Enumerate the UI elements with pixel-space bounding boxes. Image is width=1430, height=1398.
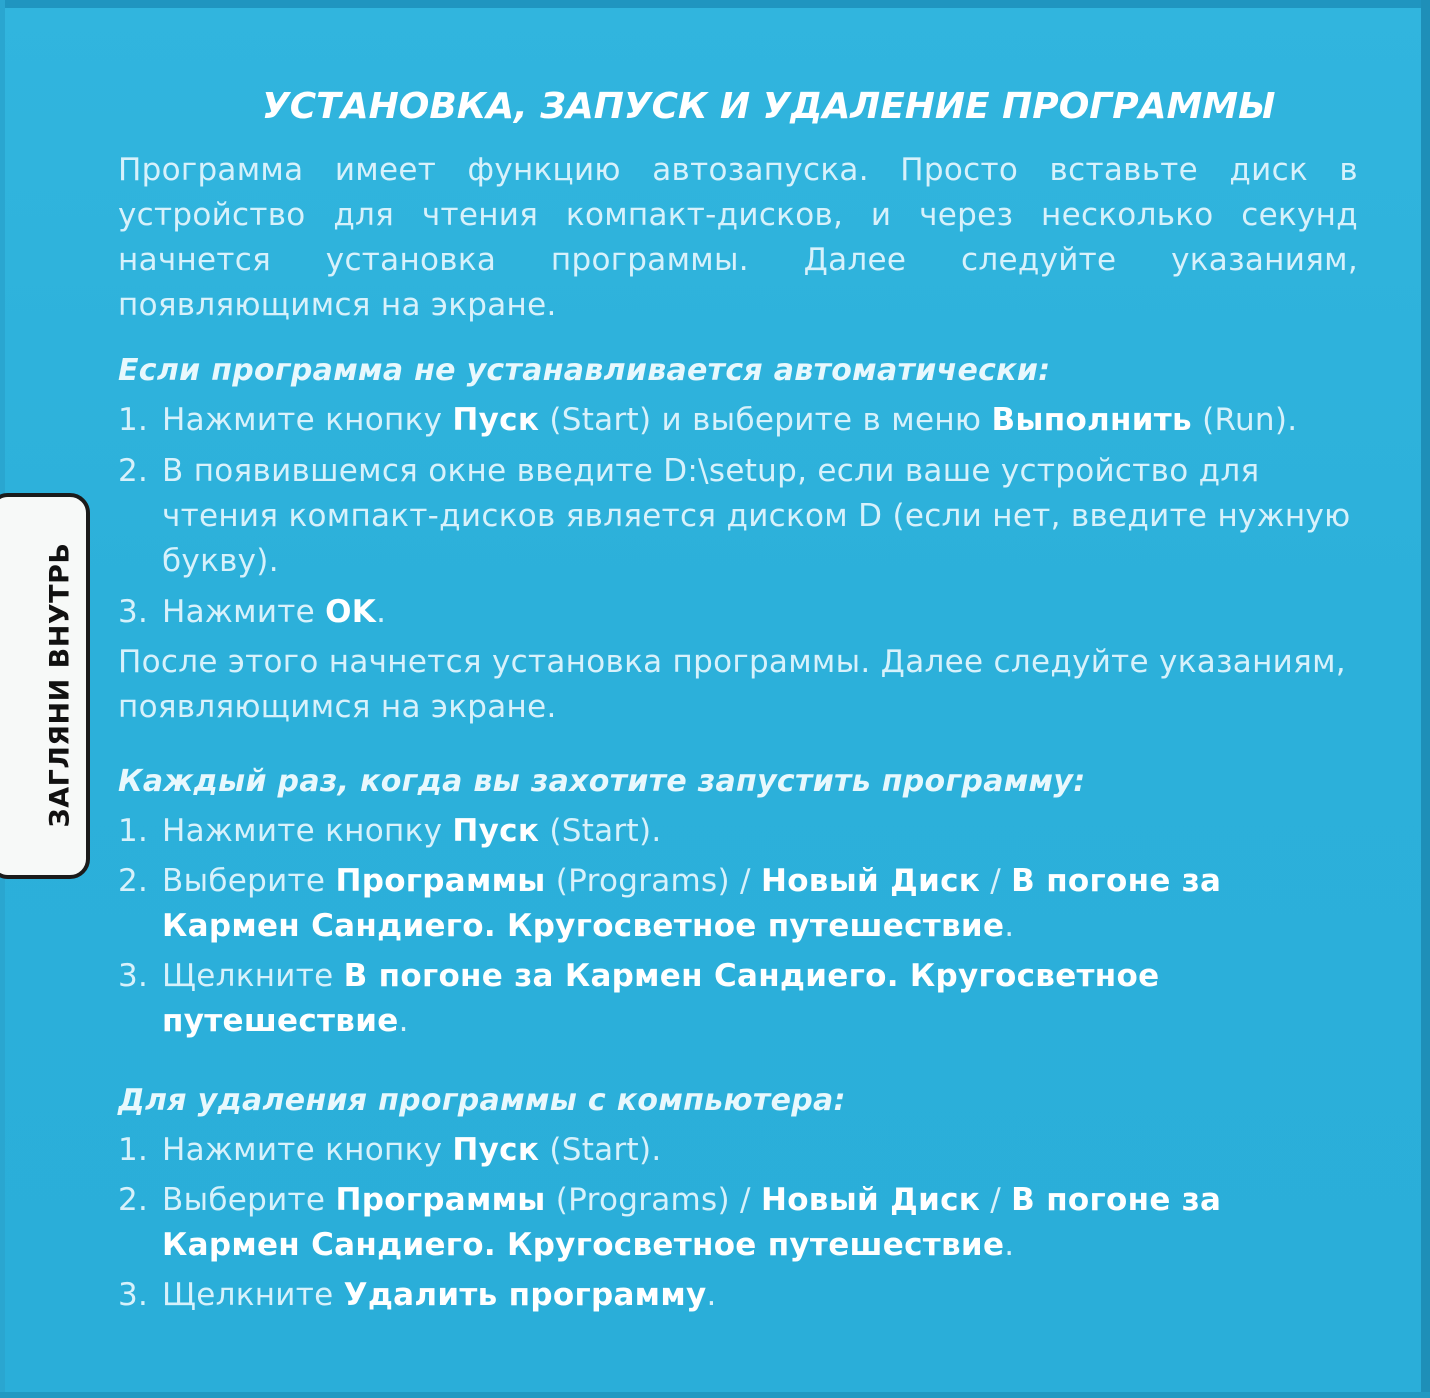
manual-step-1 bbox=[118, 398, 1358, 443]
step-number: 3. bbox=[118, 594, 149, 630]
start-button-name: Пуск bbox=[452, 813, 540, 849]
scan-edge-top bbox=[0, 0, 1430, 8]
scan-edge-bottom bbox=[0, 1392, 1430, 1398]
launch-step-1 bbox=[118, 809, 1358, 854]
intro-paragraph: Программа имеет функцию автозапуска. Просто вставьте диск в устройство для чтения компакт-дисков, и через несколько секунд начнется установка программы. Далее следуйте указаниям, появляющимся на экране. bbox=[118, 152, 1358, 323]
ok-button-name: OK bbox=[325, 594, 377, 630]
launch-step-2 bbox=[118, 859, 1358, 949]
programs-menu-name: Программы bbox=[335, 1182, 546, 1218]
manual-install-heading: Если программа не устанавливается автоматически: bbox=[118, 353, 1051, 388]
step-text: Щелкните bbox=[162, 1277, 344, 1313]
step-text: Нажмите bbox=[162, 594, 326, 630]
uninstall-step-1 bbox=[118, 1128, 1358, 1173]
step-text: . bbox=[398, 1003, 409, 1039]
manual-step-2 bbox=[118, 449, 1358, 584]
uninstall-steps bbox=[118, 1128, 1358, 1318]
program-name: В погоне за Кармен Сандиего. Кругосветное путешествие bbox=[162, 958, 1160, 1039]
start-button-name: Пуск bbox=[452, 1132, 540, 1168]
step-text: (Start). bbox=[539, 813, 662, 849]
step-text: (Run). bbox=[1191, 402, 1298, 438]
folder-name: Новый Диск bbox=[760, 1182, 981, 1218]
step-text: . bbox=[376, 594, 387, 630]
scan-edge-right bbox=[1421, 0, 1430, 1398]
step-text: Выберите bbox=[162, 863, 336, 899]
step-text: . bbox=[1004, 1227, 1015, 1263]
step-text: (Programs) / bbox=[545, 1182, 761, 1218]
uninstall-step-2 bbox=[118, 1178, 1358, 1268]
step-text: . bbox=[1004, 908, 1015, 944]
programs-menu-name: Программы bbox=[335, 863, 546, 899]
run-menu-name: Выполнить bbox=[991, 402, 1192, 438]
step-text: (Start). bbox=[539, 1132, 662, 1168]
step-text: Нажмите кнопку bbox=[162, 813, 453, 849]
launch-heading: Каждый раз, когда вы захотите запустить программу: bbox=[118, 764, 1086, 799]
step-text: (Start) и выберите в меню bbox=[539, 402, 992, 438]
step-text: / bbox=[980, 1182, 1012, 1218]
step-number: 2. bbox=[118, 1182, 149, 1218]
uninstall-item-name: Удалить программу bbox=[343, 1277, 707, 1313]
step-number: 2. bbox=[118, 453, 149, 489]
start-button-name: Пуск bbox=[452, 402, 540, 438]
launch-step-3 bbox=[118, 954, 1358, 1044]
step-text: / bbox=[980, 863, 1012, 899]
step-number: 3. bbox=[118, 1277, 149, 1313]
instructions-body bbox=[118, 148, 1358, 1318]
after-install-paragraph: После этого начнется установка программы. Далее следуйте указаниям, появляющимся на экране. bbox=[118, 644, 1346, 725]
step-text: Выберите bbox=[162, 1182, 336, 1218]
manual-step-3 bbox=[118, 590, 1358, 635]
step-text: В появившемся окне введите D:\setup, если ваше устройство для чтения компакт-дисков является диском D (если нет, введите нужную букву). bbox=[162, 453, 1351, 579]
step-number: 3. bbox=[118, 958, 149, 994]
page-title: УСТАНОВКА, ЗАПУСК И УДАЛЕНИЕ ПРОГРАММЫ bbox=[262, 86, 1276, 127]
step-number: 1. bbox=[118, 1132, 149, 1168]
launch-steps bbox=[118, 809, 1358, 1044]
folder-name: Новый Диск bbox=[760, 863, 981, 899]
uninstall-step-3 bbox=[118, 1273, 1358, 1318]
manual-install-steps bbox=[118, 398, 1358, 635]
program-name: В погоне за Кармен Сандиего. Кругосветное путешествие bbox=[162, 863, 1222, 944]
side-tab-label: ЗАГЛЯНИ ВНУТРЬ bbox=[44, 542, 76, 828]
step-text: Нажмите кнопку bbox=[162, 402, 453, 438]
program-name: В погоне за Кармен Сандиего. Кругосветное путешествие bbox=[162, 1182, 1222, 1263]
step-text: Нажмите кнопку bbox=[162, 1132, 453, 1168]
uninstall-heading: Для удаления программы с компьютера: bbox=[118, 1083, 846, 1118]
step-number: 1. bbox=[118, 813, 149, 849]
step-text: Щелкните bbox=[162, 958, 344, 994]
step-number: 1. bbox=[118, 402, 149, 438]
step-text: (Programs) / bbox=[545, 863, 761, 899]
step-number: 2. bbox=[118, 863, 149, 899]
step-text: . bbox=[706, 1277, 717, 1313]
